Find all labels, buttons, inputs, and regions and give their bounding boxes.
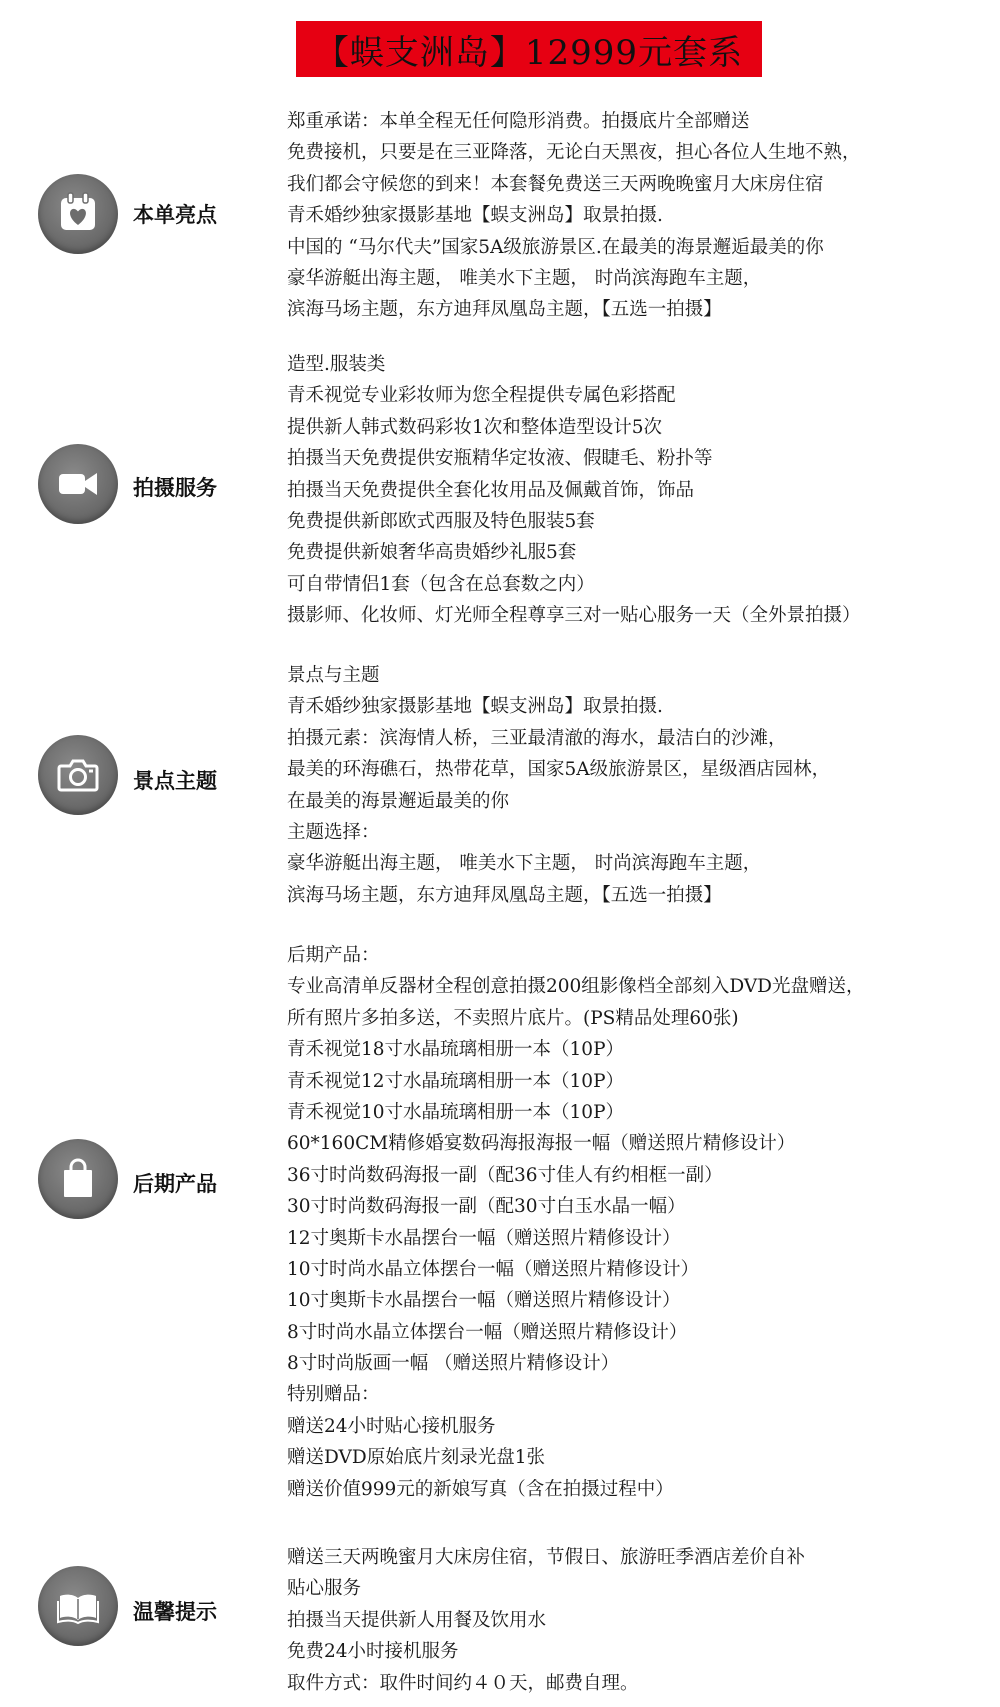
- text-line: 免费提供新郎欧式西服及特色服装5套: [287, 510, 595, 532]
- text-line: 12寸奥斯卡水晶摆台一幅（赠送照片精修设计）: [287, 1227, 681, 1249]
- text-line: 拍摄元素：滨海情人桥，三亚最清澈的海水，最洁白的沙滩，: [287, 727, 787, 749]
- section-shooting-service: [287, 349, 977, 632]
- text-line: 免费24小时接机服务: [287, 1641, 459, 1663]
- text-line: 赠送24小时贴心接机服务: [287, 1415, 496, 1437]
- text-line: 中国的 “马尔代夫”国家5A级旅游景区.在最美的海景邂逅最美的你: [287, 236, 824, 258]
- text-line: 青禾婚纱独家摄影基地【蜈支洲岛】取景拍摄.: [287, 205, 663, 227]
- text-line: 取件方式：取件时间约４０天，邮费自理。: [287, 1672, 639, 1694]
- text-line: 我们都会守候您的到来！本套餐免费送三天两晚晚蜜月大床房住宿: [287, 173, 824, 195]
- section-label-tips: 温馨提示: [133, 1600, 217, 1624]
- text-line: 可自带情侣1套（包含在总套数之内）: [287, 573, 595, 595]
- text-line: 豪华游艇出海主题， 唯美水下主题， 时尚滨海跑车主题，: [287, 853, 762, 875]
- text-line: 赠送DVD原始底片刻录光盘1张: [287, 1447, 545, 1469]
- calendar-heart-icon: [38, 174, 118, 254]
- section-scenic-themes: [287, 660, 977, 911]
- text-line: 郑重承诺：本单全程无任何隐形消费。拍摄底片全部赠送: [287, 111, 750, 132]
- page-title: 【蜈支洲岛】12999元套系: [314, 32, 744, 73]
- text-line: 10寸时尚水晶立体摆台一幅（赠送照片精修设计）: [287, 1258, 700, 1280]
- section-label-scenic-themes: 景点主题: [133, 769, 217, 793]
- text-line: 后期产品：: [287, 945, 380, 966]
- text-line: 青禾视觉专业彩妆师为您全程提供专属色彩搭配: [287, 385, 676, 407]
- text-line: 免费接机，只要是在三亚降落，无论白天黑夜，担心各位人生地不熟，: [287, 142, 861, 164]
- text-line: 专业高清单反器材全程创意拍摄200组影像档全部刻入DVD光盘赠送，: [287, 976, 865, 998]
- section-label-shooting-service: 拍摄服务: [133, 476, 217, 500]
- text-line: 拍摄当天免费提供安瓶精华定妆液、假睫毛、粉扑等: [287, 448, 713, 470]
- text-line: 拍摄当天免费提供全套化妆用品及佩戴首饰，饰品: [287, 479, 695, 501]
- text-line: 贴心服务: [287, 1578, 362, 1600]
- camera-icon: [38, 735, 118, 815]
- text-line: 8寸时尚版画一幅 （赠送照片精修设计）: [287, 1353, 620, 1375]
- text-line: 赠送价值999元的新娘写真（含在拍摄过程中）: [287, 1478, 674, 1500]
- text-line: 滨海马场主题，东方迪拜凤凰岛主题，【五选一拍摄】: [287, 299, 722, 321]
- text-line: 主题选择：: [287, 821, 380, 843]
- section-tips: [287, 1542, 977, 1699]
- text-line: 30寸时尚数码海报一副（配30寸白玉水晶一幅）: [287, 1196, 686, 1218]
- section-label-post-products: 后期产品: [133, 1172, 217, 1196]
- text-line: 青禾视觉18寸水晶琉璃相册一本（10P）: [287, 1039, 625, 1061]
- text-line: 青禾婚纱独家摄影基地【蜈支洲岛】取景拍摄.: [287, 696, 663, 718]
- text-line: 在最美的海景邂逅最美的你: [287, 790, 510, 812]
- text-line: 免费提供新娘奢华高贵婚纱礼服5套: [287, 542, 577, 564]
- title-banner: [296, 21, 762, 77]
- text-line: 36寸时尚数码海报一副（配36寸佳人有约相框一副）: [287, 1164, 723, 1186]
- text-line: 拍摄当天提供新人用餐及饮用水: [287, 1609, 547, 1631]
- text-line: 青禾视觉12寸水晶琉璃相册一本（10P）: [287, 1070, 625, 1092]
- text-line: 60*160CM精修婚宴数码海报海报一幅（赠送照片精修设计）: [287, 1133, 796, 1155]
- text-line: 所有照片多拍多送，不卖照片底片。(PS精品处理60张): [287, 1007, 739, 1029]
- section-label-highlights: 本单亮点: [133, 203, 217, 227]
- text-line: 特别赠品：: [287, 1384, 380, 1406]
- text-line: 摄影师、化妆师、灯光师全程尊享三对一贴心服务一天（全外景拍摄）: [287, 605, 861, 627]
- section-highlights: [287, 106, 977, 326]
- text-line: 造型.服装类: [287, 354, 386, 375]
- text-line: 赠送三天两晚蜜月大床房住宿，节假日、旅游旺季酒店差价自补: [287, 1547, 806, 1568]
- text-line: 滨海马场主题，东方迪拜凤凰岛主题，【五选一拍摄】: [287, 884, 722, 906]
- text-line: 8寸时尚水晶立体摆台一幅（赠送照片精修设计）: [287, 1321, 688, 1343]
- text-line: 提供新人韩式数码彩妆1次和整体造型设计5次: [287, 416, 663, 438]
- video-camera-icon: [38, 444, 118, 524]
- text-line: 10寸奥斯卡水晶摆台一幅（赠送照片精修设计）: [287, 1290, 681, 1312]
- text-line: 青禾视觉10寸水晶琉璃相册一本（10P）: [287, 1101, 625, 1123]
- text-line: 最美的环海礁石，热带花草，国家5A级旅游景区，星级酒店园林，: [287, 759, 831, 781]
- section-post-products: [287, 940, 977, 1505]
- shopping-bag-icon: [38, 1139, 118, 1219]
- open-book-icon: [38, 1566, 118, 1646]
- text-line: 景点与主题: [287, 665, 380, 686]
- text-line: 豪华游艇出海主题， 唯美水下主题， 时尚滨海跑车主题，: [287, 267, 762, 289]
